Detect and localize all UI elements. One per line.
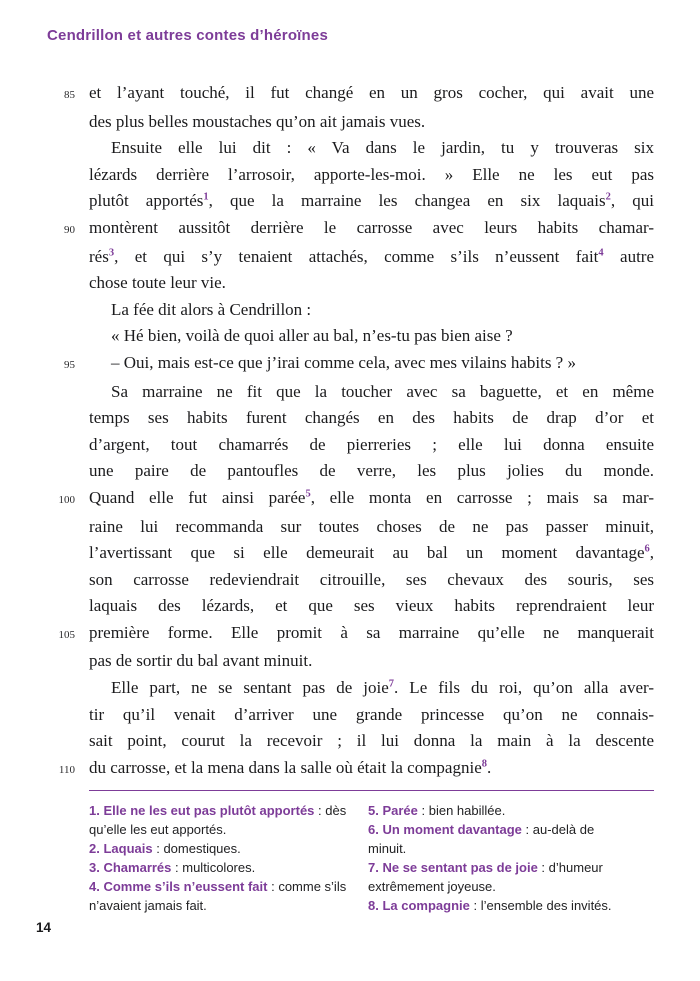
text-line: chose toute leur vie. — [89, 273, 226, 293]
footnote-reference: 7 — [388, 678, 395, 690]
body-line-row — [38, 593, 654, 620]
text-line: Quand elle fut ainsi parée$^5$, elle monta en carrosse ; mais sa mar- — [89, 487, 654, 507]
text-line: rés$^3$, et qui s’y tenaient attachés, comme s’ils n’eussent fait$^4$ autre — [89, 246, 654, 266]
body-line-row — [38, 350, 654, 379]
footnote-reference: 3 — [108, 246, 115, 258]
footnote-item — [368, 820, 620, 858]
footnote-item — [89, 877, 355, 915]
body-line-row — [38, 135, 654, 162]
footnote-separator: : — [267, 879, 279, 894]
body-line-row — [38, 755, 654, 784]
text-line: première forme. Elle promit à sa marraine qu’elle ne manquerait — [89, 622, 654, 642]
footnote-term: La compagnie — [382, 898, 470, 913]
text-line: laquais des lézards, et que ses vieux habits reprendraient leur — [89, 596, 654, 616]
line-number: 85 — [64, 89, 75, 101]
body-line-row — [38, 244, 654, 271]
footnote-definition: domestiques. — [163, 841, 241, 856]
footnote-item — [89, 839, 355, 858]
footnote-number: 3. — [89, 860, 104, 875]
text-line: pas de sortir du bal avant minuit. — [89, 651, 313, 671]
body-line-row — [38, 432, 654, 459]
footnote-reference: 5 — [305, 488, 311, 500]
body-line-row — [38, 567, 654, 594]
footnotes-right-column — [368, 801, 620, 915]
footnote-number: 7. — [368, 860, 383, 875]
text-line: tir qu’il venait d’arriver une grande princesse qu’on ne connais- — [89, 704, 654, 724]
footnote-separator: : — [521, 822, 533, 837]
footnote-number: 2. — [89, 841, 104, 856]
body-line-row — [38, 215, 654, 244]
text-line: temps ses habits furent changés en des habits de drap d’or et — [89, 408, 654, 428]
footnote-definition: d’humeur extrêmement joyeuse. — [368, 860, 603, 894]
footnote-reference: 1 — [203, 191, 209, 203]
body-line-row — [38, 297, 654, 324]
body-line-row — [38, 702, 654, 729]
body-line-row — [38, 648, 654, 675]
body-line-row — [38, 728, 654, 755]
text-line: raine lui recommanda sur toutes choses de ne pas passer minuit, — [89, 516, 654, 536]
footnotes-section — [89, 801, 654, 915]
body-line-row — [38, 675, 654, 702]
line-number: 105 — [58, 628, 75, 641]
text-line: montèrent aussitôt derrière le carrosse avec leurs habits chamar- — [89, 217, 654, 237]
text-line: plutôt apportés$^1$, que la marraine les changea en six laquais$^2$, qui — [89, 191, 654, 211]
body-line-row — [38, 405, 654, 432]
body-line-row — [38, 270, 654, 297]
footnote-item — [368, 896, 620, 915]
body-line-row — [38, 109, 654, 136]
footnote-number: 6. — [368, 822, 383, 837]
footnote-item — [368, 801, 620, 820]
text-line: « Hé bien, voilà de quoi aller au bal, n’es-tu pas bien aise ? — [111, 326, 513, 346]
text-line: une paire de pantoufles de verre, les plus jolies du monde. — [89, 461, 654, 481]
footnote-term: Chamarrés — [103, 860, 172, 875]
footnotes-left-column — [89, 801, 355, 915]
footnote-separator: : — [417, 803, 429, 818]
footnote-definition: l’ensemble des invités. — [480, 898, 612, 913]
footnote-separator: : — [171, 860, 183, 875]
body-line-row — [38, 188, 654, 215]
footnote-separator: : — [314, 803, 326, 818]
footnote-reference: 2 — [605, 191, 611, 203]
footnote-item — [368, 858, 620, 896]
text-line: sait point, courut la recevoir ; il lui donna la main à la descente — [89, 731, 654, 751]
text-line: et l’ayant touché, il fut changé en un gros cocher, qui avait une — [89, 83, 654, 102]
text-line: des plus belles moustaches qu’on ait jamais vues. — [89, 111, 426, 131]
footnote-item — [89, 801, 355, 839]
body-line-row — [38, 80, 654, 109]
footnote-number: 4. — [89, 879, 104, 894]
footnote-number: 8. — [368, 898, 383, 913]
footnote-separator: : — [152, 841, 164, 856]
footnote-number: 5. — [368, 803, 383, 818]
footnote-term: Laquais — [103, 841, 153, 856]
footnote-definition: dès qu’elle les eut apportés. — [89, 803, 347, 837]
footnote-separator: : — [469, 898, 481, 913]
footnote-term: Elle ne les eut pas plutôt apportés — [103, 803, 315, 818]
footnote-separator: : — [537, 860, 549, 875]
footnote-number: 1. — [89, 803, 104, 818]
footnote-item — [89, 858, 355, 877]
body-line-row — [38, 514, 654, 541]
footnote-definition: au-delà de minuit. — [368, 822, 595, 856]
line-number: 95 — [64, 358, 75, 371]
text-line: lézards derrière l’arrosoir, apporte-les-moi. » Elle ne les eut pas — [89, 164, 654, 184]
footnote-term: Comme s’ils n’eussent fait — [103, 879, 268, 894]
text-line: – Oui, mais est-ce que j’irai comme cela, avec mes vilains habits ? » — [111, 352, 576, 372]
footnote-term: Parée — [382, 803, 418, 818]
footnote-reference: 4 — [598, 246, 604, 258]
footnotes-divider — [89, 790, 654, 791]
footnote-term: Ne se sentant pas de joie — [382, 860, 538, 875]
line-number: 100 — [58, 493, 75, 506]
footnote-definition: comme s’ils n’avaient jamais fait. — [89, 879, 347, 913]
footnote-term: Un moment davantage — [382, 822, 522, 837]
line-number: 110 — [58, 763, 75, 776]
text-line: Ensuite elle lui dit : « Va dans le jardin, tu y trouveras six — [111, 138, 654, 158]
body-line-row — [38, 323, 654, 350]
body-line-row — [38, 458, 654, 485]
footnote-reference: 8 — [481, 758, 487, 770]
footnote-reference: 6 — [644, 543, 650, 555]
body-lines — [38, 80, 654, 783]
footnote-definition: bien habillée. — [428, 803, 506, 818]
text-line: l’avertissant que si elle demeurait au bal un moment davantage$^6$, — [89, 543, 654, 563]
text-line: du carrosse, et la mena dans la salle où était la compagnie$^8$. — [89, 757, 492, 777]
body-line-row — [38, 540, 654, 567]
body-line-row — [38, 485, 654, 514]
book-header-title: Cendrillon et autres contes d’héroïnes — [47, 27, 328, 44]
body-line-row — [38, 162, 654, 189]
page-number: 14 — [36, 920, 52, 935]
body-line-row — [38, 620, 654, 649]
footnote-definition: multicolores. — [182, 860, 256, 875]
body-line-row — [38, 379, 654, 406]
line-number: 90 — [64, 223, 75, 236]
text-line: Sa marraine ne fit que la toucher avec sa baguette, et en même — [111, 381, 654, 401]
text-line: La fée dit alors à Cendrillon : — [111, 299, 312, 319]
text-line: d’argent, tout chamarrés de pierreries ; elle lui donna ensuite — [89, 434, 654, 454]
text-line: son carrosse redeviendrait citrouille, ses chevaux des souris, ses — [89, 569, 654, 589]
text-line: Elle part, ne se sentant pas de joie$^7$. Le fils du roi, qu’on alla aver- — [111, 678, 654, 698]
